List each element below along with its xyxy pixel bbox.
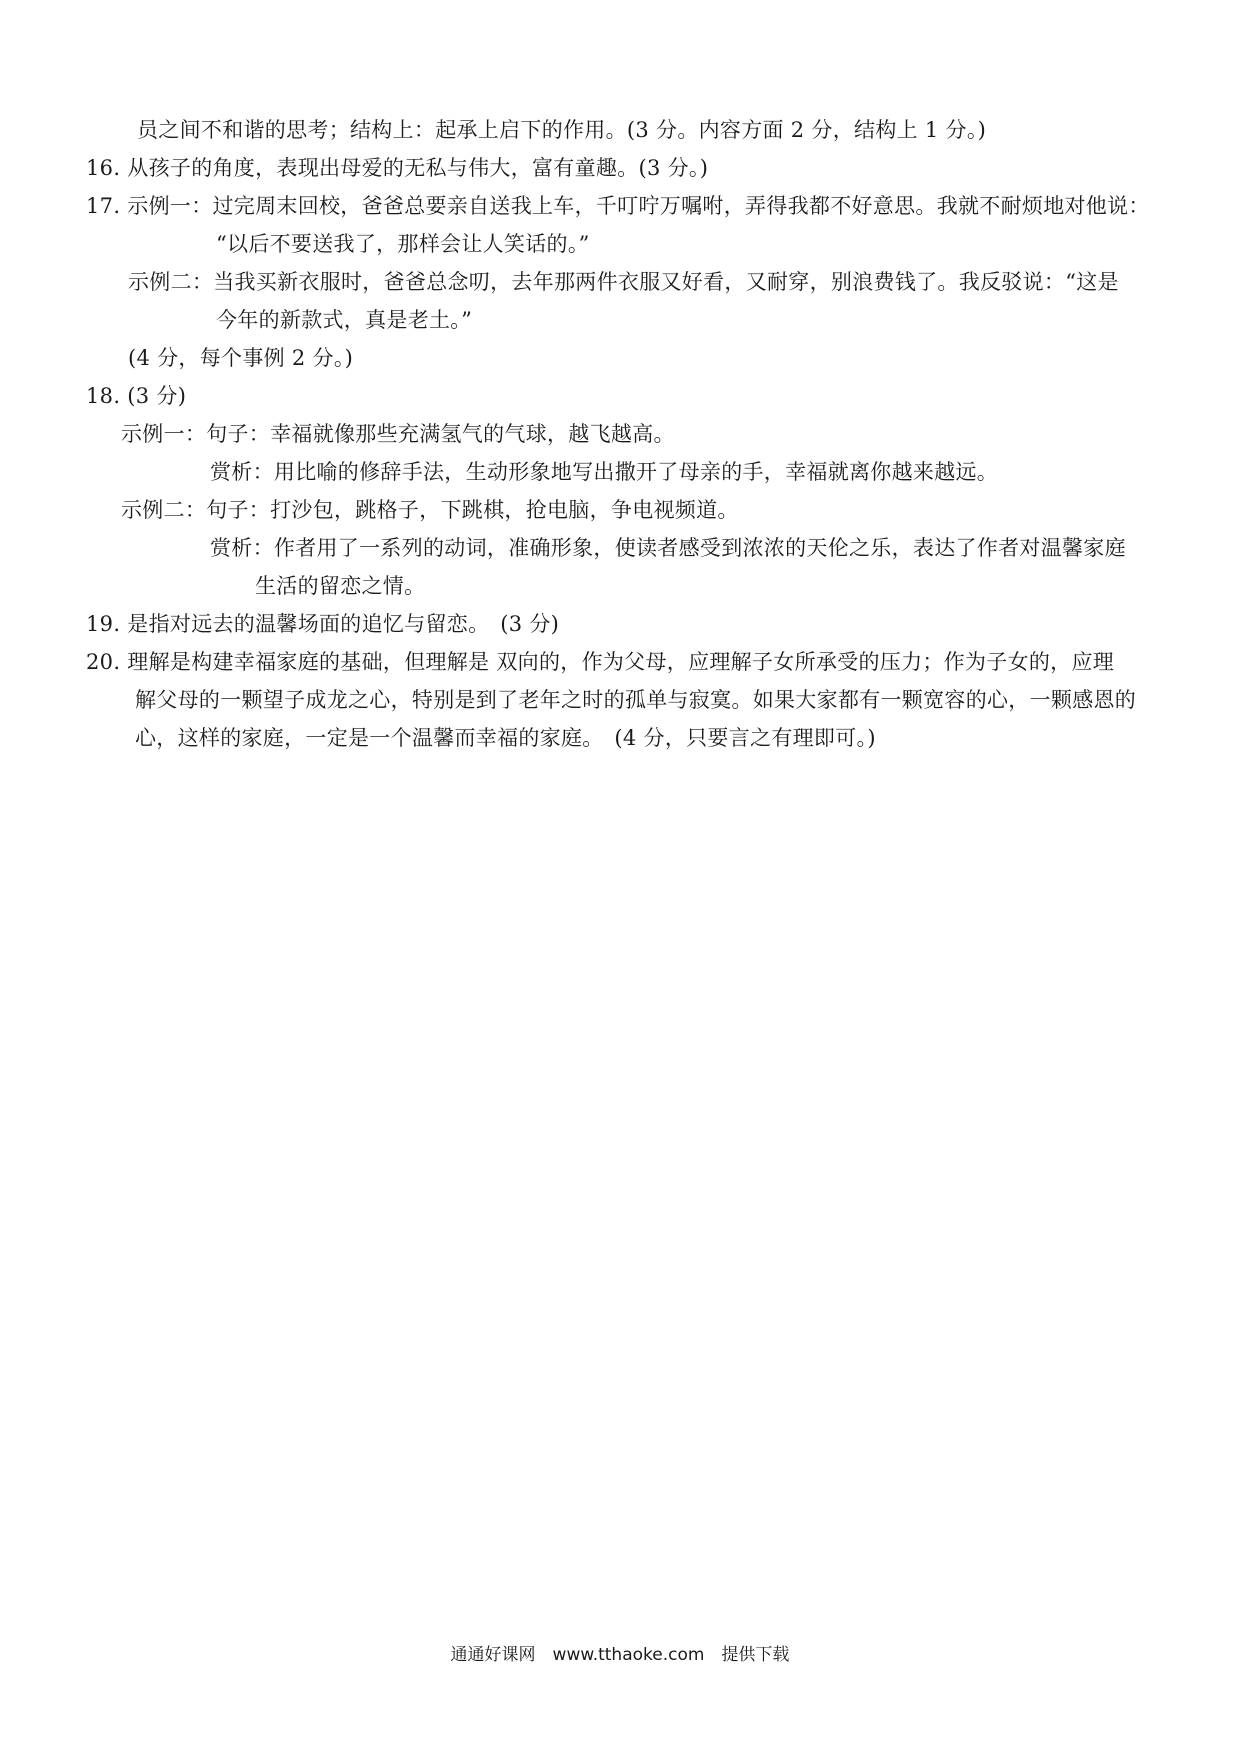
- q17-example1-line2: “以后不要送我了，那样会让人笑话的。”: [216, 232, 590, 256]
- q15-continuation: 员之间不和谐的思考；结构上：起承上启下的作用。(3 分。内容方面 2 分，结构上 1 分。): [137, 118, 987, 142]
- q17-number: 17.: [86, 194, 121, 218]
- q18-example1-analysis: 赏析：用比喻的修辞手法，生动形象地写出撒开了母亲的手，幸福就离你越来越远。: [210, 460, 999, 484]
- q16-number: 16.: [86, 156, 121, 180]
- q17-example2-line1: 示例二：当我买新衣服时，爸爸总念叨，去年那两件衣服又好看，又耐穿，别浪费钱了。我反驳说：“这是: [128, 270, 1119, 294]
- q18-header: [86, 382, 186, 410]
- q19-answer: [86, 610, 559, 638]
- q16-text: 从孩子的角度，表现出母爱的无私与伟大，富有童趣。(3 分。): [127, 156, 709, 180]
- q18-example2-sentence: 示例二：句子：打沙包，跳格子，下跳棋，抢电脑，争电视频道。: [121, 498, 739, 522]
- q20-text-line1: 理解是构建幸福家庭的基础，但理解是 双向的，作为父母，应理解子女所承受的压力；作为子女的，应理: [127, 650, 1115, 674]
- q19-number: 19.: [86, 612, 121, 636]
- q19-text: 是指对远去的温馨场面的追忆与留恋。 (3 分): [127, 612, 560, 636]
- q17-score: (4 分，每个事例 2 分。): [128, 346, 354, 370]
- q20-line1: [86, 648, 1114, 676]
- q17-example2-line2: 今年的新款式，真是老土。”: [216, 308, 473, 332]
- q20-line3: 心，这样的家庭，一定是一个温馨而幸福的家庭。 (4 分，只要言之有理即可。): [135, 726, 876, 750]
- q17-example1-text: 示例一：过完周末回校，爸爸总要亲自送我上车，千叮咛万嘱咐，弄得我都不好意思。我就不耐烦地对他说：: [127, 194, 1150, 218]
- q18-score: (3 分): [127, 384, 187, 408]
- q20-number: 20.: [86, 650, 121, 674]
- q18-number: 18.: [86, 384, 121, 408]
- q20-line2: 解父母的一颗望子成龙之心，特别是到了老年之时的孤单与寂寞。如果大家都有一颗宽容的心，一颗感恩的: [135, 688, 1137, 712]
- q18-example1-sentence: 示例一：句子：幸福就像那些充满氢气的气球，越飞越高。: [121, 422, 675, 446]
- q16-answer: [86, 154, 708, 182]
- page-footer: 通通好课网 www.tthaoke.com 提供下载: [450, 1645, 790, 1665]
- q17-example1-line1: [86, 192, 1150, 220]
- q18-example2-analysis-line2: 生活的留恋之情。: [255, 574, 426, 598]
- q18-example2-analysis-line1: 赏析：作者用了一系列的动词，准确形象，使读者感受到浓浓的天伦之乐，表达了作者对温馨家庭: [210, 536, 1126, 560]
